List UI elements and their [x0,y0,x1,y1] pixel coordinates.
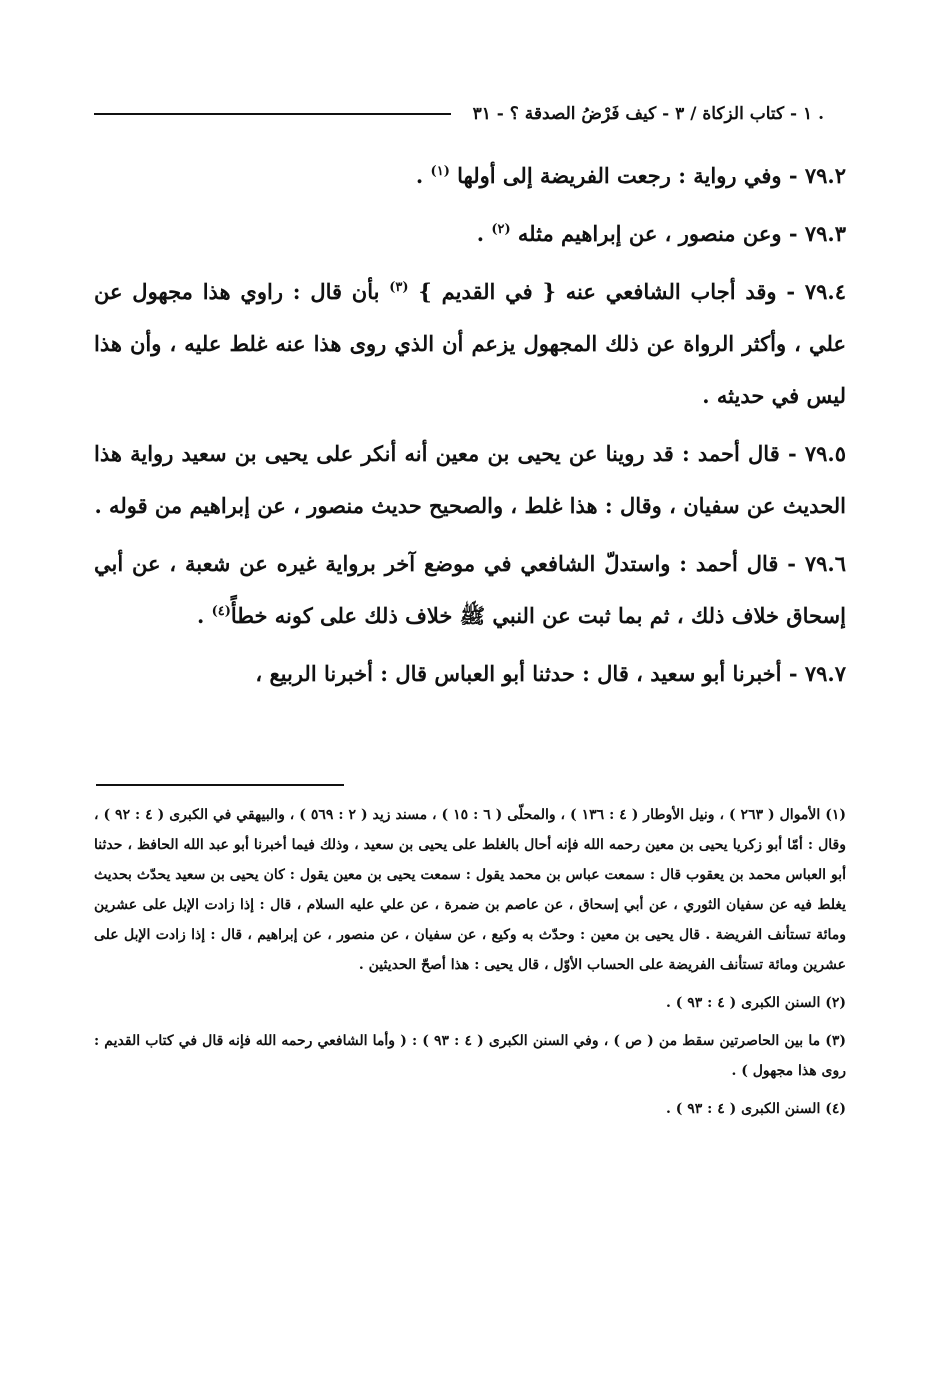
paragraph-79-3 [94,208,846,260]
paragraph-tail: بأن قال : راوي هذا مجهول عن علي ، وأكثر الرواة عن ذلك المجهول يزعم أن الذي روى هذا عنه غلط عليه ، وأن هذا ليس في حديثه . [94,279,846,408]
running-title: . ١ - كتاب الزكاة / ٣ - كيف فَرْضُ الصدقة ؟ - ٣١ [472,104,824,124]
footnote-reference[interactable]: (٣) [389,280,409,295]
footnote-4 [94,1094,846,1124]
main-text [94,150,846,706]
paragraph-text: أخبرنا أبو سعيد ، قال : حدثنا أبو العباس قال : أخبرنا الربيع ، [255,661,782,686]
footnote-separator [96,784,344,786]
paragraph-tail: . [196,603,212,628]
footnotes [94,800,846,1132]
paragraph-text: قال أحمد : واستدلّ الشافعي في موضع آخر برواية غيره عن شعبة ، عن أبي إسحاق خلاف ذلك ، ثم بما ثبت عن النبي ﷺ خلاف ذلك على كونه خطأً [94,551,846,628]
paragraph-number: ٧٩.٢ - [788,163,846,188]
footnote-3 [94,1026,846,1086]
paragraph-79-6 [94,538,846,642]
footnote-1 [94,800,846,980]
footnote-text: الأموال ( ٢٦٣ ) ، ونيل الأوطار ( ٤ : ١٣٦ ) ، والمحلّى ( ٦ : ١٥ ) ، مسند زيد ( ٢ : ٥٦٩ ) ، والبيهقي في الكبرى ( ٤ : ٩٢ ) ، وقال : أمّا أبو زكريا يحيى بن معين رحمه الله فإنه أحال بالغلط على يحيى بن سعيد ، وذلك فيما أخبرنا أبو عبد الله الحافظ ، حدثنا أبو العباس محمد بن يعقوب قال : سمعت عباس بن محمد يقول : سمعت يحيى بن معين يقول : كان يحيى بن سعيد يحدّث بحديث يغلط فيه عن سفيان الثوري ، عن أبي إسحاق ، عن عاصم بن ضمرة ، عن علي عليه السلام ، قال : إذا زادت الإبل على عشرين ومائة تستأنف الفريضة . قال يحيى بن معين : وحدّث به وكيع ، عن سفيان ، عن منصور ، عن إبراهيم ، قال : إذا زادت الإبل على عشرين ومائة تستأنف الفريضة على الحساب الأوّل ، قال يحيى : هذا أصحّ الحديثين . [94,807,846,973]
footnote-reference[interactable]: (٢) [491,222,511,237]
paragraph-text: وقد أجاب الشافعي عنه { في القديم } [418,279,777,304]
footnote-marker: (٣) [825,1033,847,1049]
footnote-marker: (٤) [825,1101,846,1117]
paragraph-79-4 [94,266,846,422]
paragraph-number: ٧٩.٤ - [786,279,846,304]
footnote-text: ما بين الحاصرتين سقط من ( ص ) ، وفي السنن الكبرى ( ٤ : ٩٣ ) : ( وأما الشافعي رحمه الله فإنه قال في كتاب القديم : روى هذا مجهول ) . [94,1033,846,1079]
paragraph-tail: . [415,163,431,188]
paragraph-tail: . [476,221,492,246]
paragraph-79-2 [94,150,846,202]
footnote-text: السنن الكبرى ( ٤ : ٩٣ ) . [666,995,821,1011]
paragraph-number: ٧٩.٥ - [787,441,847,466]
paragraph-number: ٧٩.٧ - [788,661,846,686]
paragraph-text: وفي رواية : رجعت الفريضة إلى أولها [457,163,782,188]
paragraph-text: قال أحمد : قد روينا عن يحيى بن معين أنه أنكر على يحيى بن سعيد رواية هذا الحديث عن سفيان ، وقال : هذا غلط ، والصحيح حديث منصور ، عن إبراهيم من قوله . [94,441,846,518]
footnote-text: السنن الكبرى ( ٤ : ٩٣ ) . [666,1101,821,1117]
footnote-marker: (٢) [825,995,846,1011]
paragraph-number: ٧٩.٦ - [787,551,847,576]
header-rule [94,113,451,115]
paragraph-79-5 [94,428,846,532]
footnote-2 [94,988,846,1018]
paragraph-number: ٧٩.٣ - [788,221,846,246]
paragraph-text: وعن منصور ، عن إبراهيم مثله [517,221,782,246]
footnote-reference[interactable]: (١) [430,164,450,179]
footnote-marker: (١) [825,807,847,823]
paragraph-79-7 [94,648,846,700]
footnote-reference[interactable]: (٤) [211,604,231,619]
running-header [94,96,824,132]
